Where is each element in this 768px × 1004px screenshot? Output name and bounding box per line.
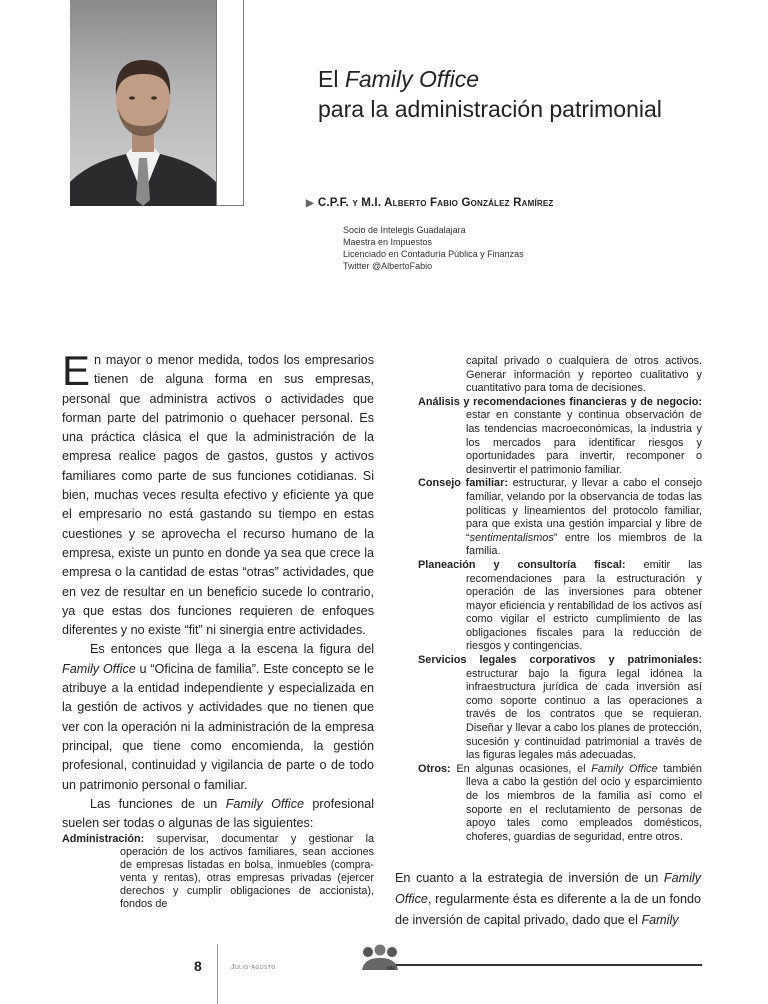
- page-number: 8: [194, 958, 202, 974]
- def-administracion-text: supervisar, documentar y gestionar la operación de los activos familiares, sean acciones de empresas listadas en bolsa, inmuebles (compra-venta y rentas), otras empresas privadas (ejercer derechos y cumplir obligaciones de accionista), fondos de: [120, 833, 374, 910]
- logo-text: MR: [387, 966, 395, 972]
- def-servicios-text: estructurar bajo la figura legal idónea la infraestructura jurídica de cada inversión así como soporte continuo a las operaciones a través de los contratos que se requieran. Diseñar y llevar a cabo los planes de protección, sucesión y continuidad patrimonial a través de las figuras legales más adecuadas.: [466, 667, 702, 762]
- issue-date: Julio-agosto: [231, 964, 276, 971]
- p2-emphasis: Family Office: [62, 661, 136, 676]
- def-otros-text-a: En algunas ocasiones, el: [450, 762, 592, 775]
- estrategia-emphasis-1: Family Office: [395, 871, 701, 906]
- definition-analisis: [418, 396, 702, 478]
- definition-planeacion: [418, 559, 702, 654]
- photo-frame-line-right: [243, 0, 244, 206]
- publisher-logo-icon: [358, 944, 402, 972]
- term-servicios: Servicios legales corporativos y patrimoniales:: [418, 654, 702, 667]
- author-portrait-icon: [70, 0, 216, 206]
- estrategia-text-b: , regularmente ésta es diferente a la de un fondo de inversión de capital privado, dado que el: [395, 892, 701, 927]
- definition-administracion: [62, 833, 374, 910]
- def-consejo-text-a: estructurar, y llevar a cabo el consejo familiar, velando por la observancia de todas las políticas y lineamientos del protocolo familiar, para que exista una gestión imparcial y libre de “: [466, 477, 703, 544]
- p3-text-b: profesional suelen ser todas o algunas de las siguientes:: [62, 796, 375, 831]
- definition-servicios: [418, 654, 702, 763]
- def-analisis-text: estar en constante y continua observación de las tendencias macroeconómicas, la industria y los mercados para identificar riesgos y oportunidades para invertir, recomponer o desinvertir el patrimonio familiar.: [466, 409, 702, 476]
- p3-emphasis: Family Office: [225, 796, 305, 811]
- def-consejo-emphasis: sentimentalismos: [469, 531, 554, 544]
- bio-line-3: Licenciado en Contaduría Pública y Finanzas: [343, 249, 524, 259]
- article-title: [318, 64, 662, 124]
- def-otros-emphasis: Family Office: [591, 762, 658, 775]
- definition-otros: [418, 763, 702, 845]
- author-bio: [343, 224, 524, 272]
- p2-text-b: u “Oficina de familia”. Este concepto se le atribuye a la entidad independiente y especializada en la gestión de activos y actividades que no tienen que ver con la operación ni la administración de la empresa principal, que tiene como encomienda, la gestión profesional, continuidad y vigilancia de parte o de todo un patrimonio personal o familiar.: [62, 661, 374, 792]
- footer-divider: [217, 944, 218, 1004]
- term-analisis: Análisis y recomendaciones financieras y de negocio:: [418, 395, 702, 408]
- title-line-2: para la administración patrimonial: [318, 96, 662, 122]
- photo-frame-line-bottom: [216, 205, 244, 206]
- definition-consejo: [418, 477, 702, 559]
- bio-line-1: Socio de Intelegis Guadalajara: [343, 225, 466, 235]
- left-column: [62, 347, 375, 911]
- paragraph-1: [62, 347, 374, 640]
- term-consejo: Consejo familiar:: [418, 477, 508, 490]
- right-column: [418, 355, 702, 844]
- p2-text-a: Es entonces que llega a la escena la figura del: [90, 642, 374, 657]
- paragraph-2: [62, 640, 374, 794]
- title-prefix: El: [318, 66, 345, 92]
- bio-line-4: Twitter @AlbertoFabio: [343, 261, 433, 271]
- author-name: C.P.F. y M.I. Alberto Fabio González Ramírez: [317, 197, 554, 209]
- def-consejo-text-b: ” entre los miembros de la familia.: [466, 531, 702, 558]
- footer-rule: [394, 964, 702, 966]
- term-planeacion: Planeación y consultoría fiscal:: [418, 558, 626, 571]
- photo-frame-line-left: [216, 0, 217, 206]
- def-planeacion-text: emitir las recomendaciones para la estructuración y operación de las inversiones para obtener mayor eficiencia y rentabilidad de los activos así como vigilar el estricto cumplimiento de las obligaciones fiscales para la reducción de riesgos y contingencias.: [466, 558, 703, 653]
- definition-continued: capital privado o cualquiera de otros activos. Generar información y reporteo cualitativo y cuantitativo para toma de decisiones.: [466, 355, 702, 395]
- estrategia-text-a: En cuanto a la estrategia de inversión de un: [395, 871, 664, 885]
- term-otros: Otros:: [418, 762, 451, 775]
- p3-text-a: Las funciones de un: [90, 796, 226, 811]
- paragraph-1-text: n mayor o menor medida, todos los empresarios tienen de alguna forma en sus empresas, personal que administra activos o actividades que forman parte del patrimonio o quehacer personal. Es una práctica clásica el que la administración de la empresa realice pagos de gastos, gustos y activos familiares como parte de sus funciones cotidianas. Si bien, muchas veces resulta efectivo y eficiente ya que el empresario no está gastando su tiempo en estas cuestiones y se aprovecha el recurso humano de la empresa, existe un punto en donde ya sea que crece la empresa o la cantidad de estas “otras” actividades, que en vez de resultar en un beneficio sucede lo contrario, ya que estas dos funciones requieren de enfoques diferentes y no existe “fit” ni sinergia entre actividades.: [62, 353, 374, 638]
- def-otros-text-b: también lleva a cabo la gestión del ocio y esparcimiento de los miembros de la familia así como el soporte en el reclutamiento de personas de apoyo tales como empleados domésticos, choferes, guardias de seguridad, entre otros.: [466, 762, 702, 843]
- paragraph-3: [62, 795, 374, 834]
- author-line: [306, 197, 554, 209]
- author-photo: [70, 0, 216, 206]
- drop-cap: E: [62, 347, 91, 394]
- term-administracion: Administración:: [62, 833, 145, 846]
- title-emphasis: Family Office: [344, 66, 480, 92]
- paragraph-estrategia: [395, 868, 701, 931]
- bio-line-2: Maestra en Impuestos: [343, 237, 433, 247]
- triangle-right-icon: ▶: [306, 198, 314, 209]
- estrategia-emphasis-2: Family: [641, 913, 679, 927]
